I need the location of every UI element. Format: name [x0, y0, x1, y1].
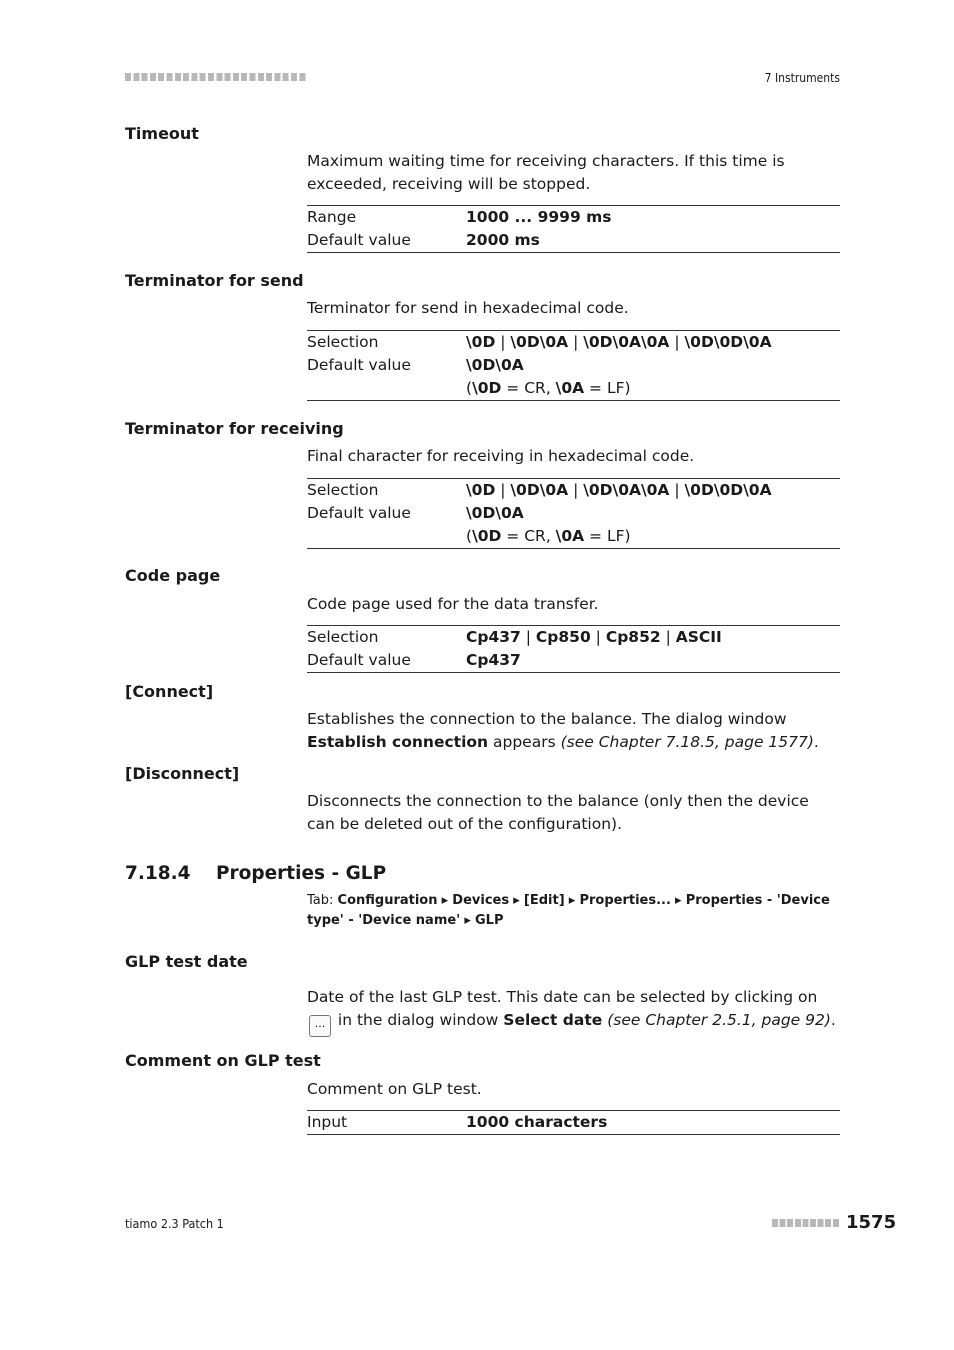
codepage-desc: Code page used for the data transfer.	[307, 595, 599, 613]
section-title: Properties - GLP	[216, 863, 387, 884]
table-row: Default value \0D\0A	[307, 504, 524, 522]
term-timeout: Timeout	[125, 124, 199, 143]
term-connect: [Connect]	[125, 682, 214, 701]
term-codepage: Code page	[125, 566, 221, 585]
table-row: (\0D = CR, \0A = LF)	[466, 527, 631, 545]
ellipsis-button-icon: ...	[309, 1015, 331, 1037]
timeout-table	[307, 205, 840, 253]
table-row: Range 1000 ... 9999 ms	[307, 208, 612, 226]
term-glp-date: GLP test date	[125, 952, 248, 971]
glp-date-desc: Date of the last GLP test. This date can be selected by clicking on ... in the dialog window Select date (see Chapter 2.5.1, page 92).	[307, 986, 840, 1037]
term-receiving: Terminator for receiving	[125, 419, 344, 438]
table-row: (\0D = CR, \0A = LF)	[466, 379, 631, 397]
disconnect-desc: Disconnects the connection to the balance (only then the device can be deleted out of the configuration).	[307, 792, 809, 833]
term-recv-desc: Final character for receiving in hexadecimal code.	[307, 447, 695, 465]
section-number: 7.18.4	[125, 863, 191, 884]
table-row: Default value \0D\0A	[307, 356, 524, 374]
table-row: Selection \0D | \0D\0A | \0D\0A\0A | \0D\0D\0A	[307, 481, 772, 499]
term-disconnect: [Disconnect]	[125, 764, 240, 783]
chapter-header: 7 Instruments	[764, 71, 840, 85]
glp-comment-desc: Comment on GLP test.	[307, 1080, 482, 1098]
footer-product: tiamo 2.3 Patch 1	[125, 1216, 224, 1231]
table-row: Input 1000 characters	[307, 1113, 608, 1131]
connect-desc: Establishes the connection to the balance. The dialog window Establish connection appears (see Chapter 7.18.5, page 1577).	[307, 710, 819, 751]
term-send-desc: Terminator for send in hexadecimal code.	[307, 299, 629, 317]
codepage-table	[307, 625, 840, 673]
footer-decoration	[772, 1219, 840, 1227]
tab-path: Tab: Configuration ▸ Devices ▸ [Edit] ▸ Properties... ▸ Properties - 'Device type' - 'Device name' ▸ GLP	[307, 893, 830, 928]
glp-comment-table	[307, 1110, 840, 1135]
table-row: Default value Cp437	[307, 651, 521, 669]
timeout-desc: Maximum waiting time for receiving characters. If this time is exceeded, receiving will be stopped.	[307, 152, 785, 193]
table-row: Selection Cp437 | Cp850 | Cp852 | ASCII	[307, 628, 722, 646]
term-recv-table	[307, 478, 840, 549]
table-row: Default value 2000 ms	[307, 231, 540, 249]
page-number: 1575	[846, 1212, 897, 1233]
term-send: Terminator for send	[125, 271, 304, 290]
term-send-table	[307, 330, 840, 401]
term-glp-comment: Comment on GLP test	[125, 1051, 321, 1070]
table-row: Selection \0D | \0D\0A | \0D\0A\0A | \0D\0D\0A	[307, 333, 772, 351]
header-decoration	[125, 73, 307, 81]
